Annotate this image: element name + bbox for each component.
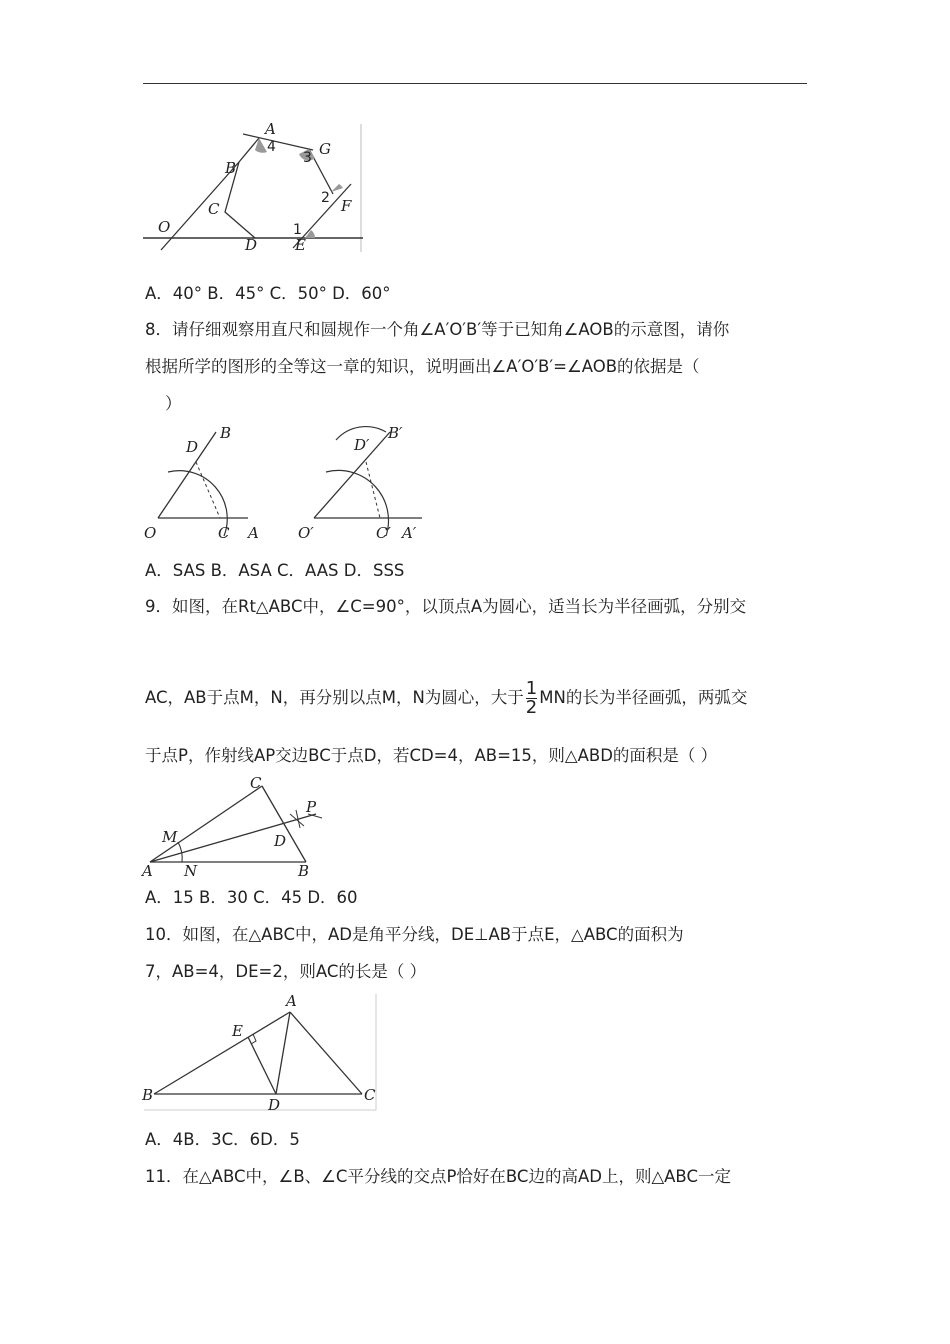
q8-fig2-label-B: B′ <box>388 424 403 442</box>
q8-fig2-label-O: O′ <box>298 524 314 542</box>
q9-label-A: A <box>142 862 153 880</box>
q7-label-4: 4 <box>267 139 276 155</box>
q8-options: A．SAS B．ASA C．AAS D．SSS <box>145 561 405 580</box>
q8-fig1-label-D: D <box>186 438 199 456</box>
q10-label-D: D <box>268 1096 281 1114</box>
q10-label-B: B <box>142 1086 154 1104</box>
q9-frac-den: 2 <box>525 697 538 718</box>
q8-fig2-label-A: A′ <box>402 524 417 542</box>
q10-options: A．4B．3C．6D．5 <box>145 1130 300 1149</box>
q7-label-3: 3 <box>303 150 312 166</box>
q9-options: A．15 B．30 C．45 D．60 <box>145 888 358 907</box>
q9-line-2b: MN的长为半径画弧，两弧交 <box>539 688 748 707</box>
q9-line-2 <box>145 680 747 717</box>
q9-frac-num: 1 <box>525 678 538 699</box>
q8-line-3: ） <box>165 394 182 413</box>
q11-line-1: 11．在△ABC中，∠B、∠C平分线的交点P恰好在BC边的高AD上，则△ABC一定 <box>145 1167 731 1186</box>
q10-label-A: A <box>286 992 297 1010</box>
header-rule <box>143 83 807 84</box>
q9-figure <box>140 772 330 880</box>
q8-fig1-label-C: C <box>218 524 230 542</box>
q9-line-2a: AC，AB于点M，N，再分别以点M，N为圆心，大于 <box>145 688 524 707</box>
q7-figure <box>143 122 365 254</box>
q10-line-1: 10．如图，在△ABC中，AD是角平分线，DE⊥AB于点E，△ABC的面积为 <box>145 925 684 944</box>
q8-fig2-label-C: C′ <box>376 524 391 542</box>
q8-line-2: 根据所学的图形的全等这一章的知识，说明画出∠A′O′B′=∠AOB的依据是（ <box>145 357 700 376</box>
q10-line-2: 7，AB=4，DE=2，则AC的长是（ ） <box>145 962 427 981</box>
q8-fig1-label-B: B <box>220 424 232 442</box>
q9-fraction <box>526 680 537 717</box>
q9-label-N: N <box>184 862 198 880</box>
q8-figure <box>140 424 430 544</box>
q8-line-1: 8．请仔细观察用直尺和圆规作一个角∠A′O′B′等于已知角∠AOB的示意图，请你 <box>145 320 730 339</box>
q7-label-2: 2 <box>321 190 330 206</box>
q7-label-A: A <box>265 122 276 138</box>
q8-fig1-label-O: O <box>144 524 157 542</box>
q8-fig1-label-A: A <box>248 524 259 542</box>
q9-label-B: B <box>298 862 310 880</box>
q7-label-1: 1 <box>293 222 302 238</box>
q9-label-P: P <box>306 798 317 816</box>
q7-label-E: E <box>295 236 306 254</box>
q9-label-M: M <box>162 828 178 846</box>
q7-label-B: B <box>225 159 237 177</box>
q10-label-C: C <box>364 1086 376 1104</box>
q7-label-G: G <box>319 140 331 158</box>
q7-label-D: D <box>245 236 258 254</box>
q9-line-1: 9．如图，在Rt△ABC中，∠C=90°，以顶点A为圆心，适当长为半径画弧，分别交 <box>145 597 747 616</box>
q10-figure <box>140 990 380 1114</box>
q9-line-3: 于点P，作射线AP交边BC于点D，若CD=4，AB=15，则△ABD的面积是（ ） <box>145 746 718 765</box>
q8-fig2-label-D: D′ <box>354 436 370 454</box>
q7-label-C: C <box>208 200 220 218</box>
q7-options: A．40° B．45° C．50° D．60° <box>145 284 391 303</box>
q7-label-F: F <box>341 197 352 215</box>
q7-label-O: O <box>158 218 171 236</box>
q10-label-E: E <box>232 1022 243 1040</box>
q9-label-C: C <box>250 774 262 792</box>
q9-label-D: D <box>274 832 287 850</box>
